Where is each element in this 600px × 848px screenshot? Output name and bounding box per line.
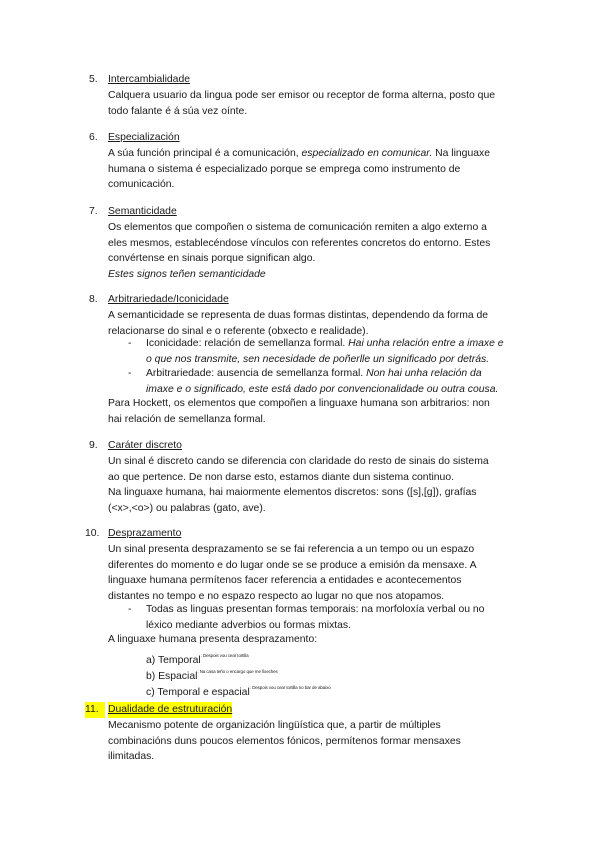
section-number: 10. [85, 528, 100, 539]
section-title: Arbitrariedade/Iconicidade [108, 294, 229, 305]
text-line: diferentes do momento e do lugar onde se se produce a emisión da mensaxe. A [108, 559, 477, 571]
text-line: Estes signos teñen semanticidade [108, 268, 266, 280]
section-title: Intercambialidade [108, 74, 191, 85]
section-body [108, 396, 528, 427]
section-title: Desprazamento [108, 528, 182, 539]
bullet-dash: - [128, 604, 132, 615]
text-line: Os elementos que compoñen o sistema de comunicación remiten a algo externo a [108, 222, 487, 233]
section-number: 7. [89, 206, 98, 217]
text-line: convértense en sinais porque significan algo. [108, 253, 316, 265]
section-number: 8. [89, 294, 98, 305]
section-body [108, 88, 528, 119]
bullet-item: Arbitrariedade: ausencia de semellanza formal. Non hai unha relación da imaxe e o significado, este está dado por convencionalidade ou outra cousa. [146, 368, 499, 395]
section-number: 9. [89, 440, 98, 451]
section-body [108, 718, 528, 765]
section-body [108, 146, 528, 193]
text-line: Un sinal presenta desprazamento se se fai referencia a un tempo ou un espazo [108, 544, 475, 555]
text-line: A súa función principal é a comunicación, especializado en comunicar. Na linguaxe [108, 148, 490, 159]
text-line: humana o sistema é especializado porque se emprega como instrumento de [108, 163, 461, 175]
section-number: 5. [89, 74, 98, 85]
text-line: eles mesmos, establecéndose vínculos con referentes concretos do entorno. Estes [108, 237, 491, 249]
text-line: linguaxe humana permítenos facer referencia a entidades e acontecementos [108, 575, 462, 587]
text-line: distantes no tempo e no espazo respecto ao lugar no que nos atopamos. [108, 590, 445, 602]
text-line: comunicación. [108, 179, 175, 191]
example-note: : Despois vou cear tortilla [200, 653, 249, 658]
section-body [108, 308, 528, 339]
example-note: : Despois vou cear tortilla no bar de abaixo [249, 685, 331, 690]
example-note: : Na casa teño o encargo que me fixeches [197, 669, 278, 674]
text-line: A semanticidade se representa de duas formas distintas, dependendo da forma de [108, 310, 489, 321]
bullet-item: Todas as linguas presentan formas temporais: na morfoloxía verbal ou no léxico mediante adverbios ou formas mixtas. [146, 604, 485, 631]
section-title: Dualidade de estruturación [108, 702, 232, 718]
text-line: Para Hockett, os elementos que compoñen a linguaxe humana son arbitrarios: non [108, 398, 490, 409]
section-body [108, 220, 528, 282]
bullet-dash: - [128, 338, 132, 349]
example-item: c) Temporal e espacial$^{: Despois vou cear tortilla no bar de abaixo}$ [146, 685, 331, 698]
text-line: Un sinal é discreto cando se diferencia con claridade do resto de sinais do sistema [108, 456, 489, 467]
example-item: b) Espacial$^{: Na casa teño o encargo que me fixeches}$ [146, 669, 278, 682]
text-line: todo falante é á súa vez oínte. [108, 105, 248, 117]
text-line: Na linguaxe humana, hai maiormente elementos discretos: sons ([s],[g]), grafías [108, 487, 477, 499]
text-line: combinacións duns poucos elementos fónicos, permítenos formar mensaxes [108, 735, 461, 747]
section-title: Especialización [108, 132, 180, 143]
section-title: Caráter discreto [108, 440, 182, 451]
section-title: Semanticidade [108, 206, 177, 217]
text-line: Mecanismo potente de organización lingüística que, a partir de múltiples [108, 720, 441, 731]
section-body [108, 454, 528, 516]
text-line: relacionarse do sinal e o referente (obxecto e realidade). [108, 325, 369, 337]
text-line: Calquera usuario da lingua pode ser emisor ou receptor de forma alterna, posto que [108, 90, 495, 101]
text-line: A linguaxe humana presenta desprazamento: [108, 634, 318, 645]
bullet-dash: - [128, 368, 132, 379]
section-number: 11. [85, 702, 105, 718]
text-line: ao que pertence. De non darse esto, estamos diante dun sistema continuo. [108, 471, 454, 483]
text-line: ilimitadas. [108, 751, 155, 763]
text-line: (<x>,<o>) ou palabras (gato, ave). [108, 502, 266, 514]
section-number: 6. [89, 132, 98, 143]
section-body [108, 632, 528, 648]
section-body [108, 542, 528, 604]
example-item: a) Temporal$^{: Despois vou cear tortilla}$ [146, 653, 249, 666]
bullet-item: Iconicidade: relación de semellanza formal. Hai unha relación entre a imaxe e o que nos transmite, sen necesidade de poñerlle un significado por detrás. [146, 338, 504, 365]
text-line: hai relación de semellanza formal. [108, 413, 266, 425]
